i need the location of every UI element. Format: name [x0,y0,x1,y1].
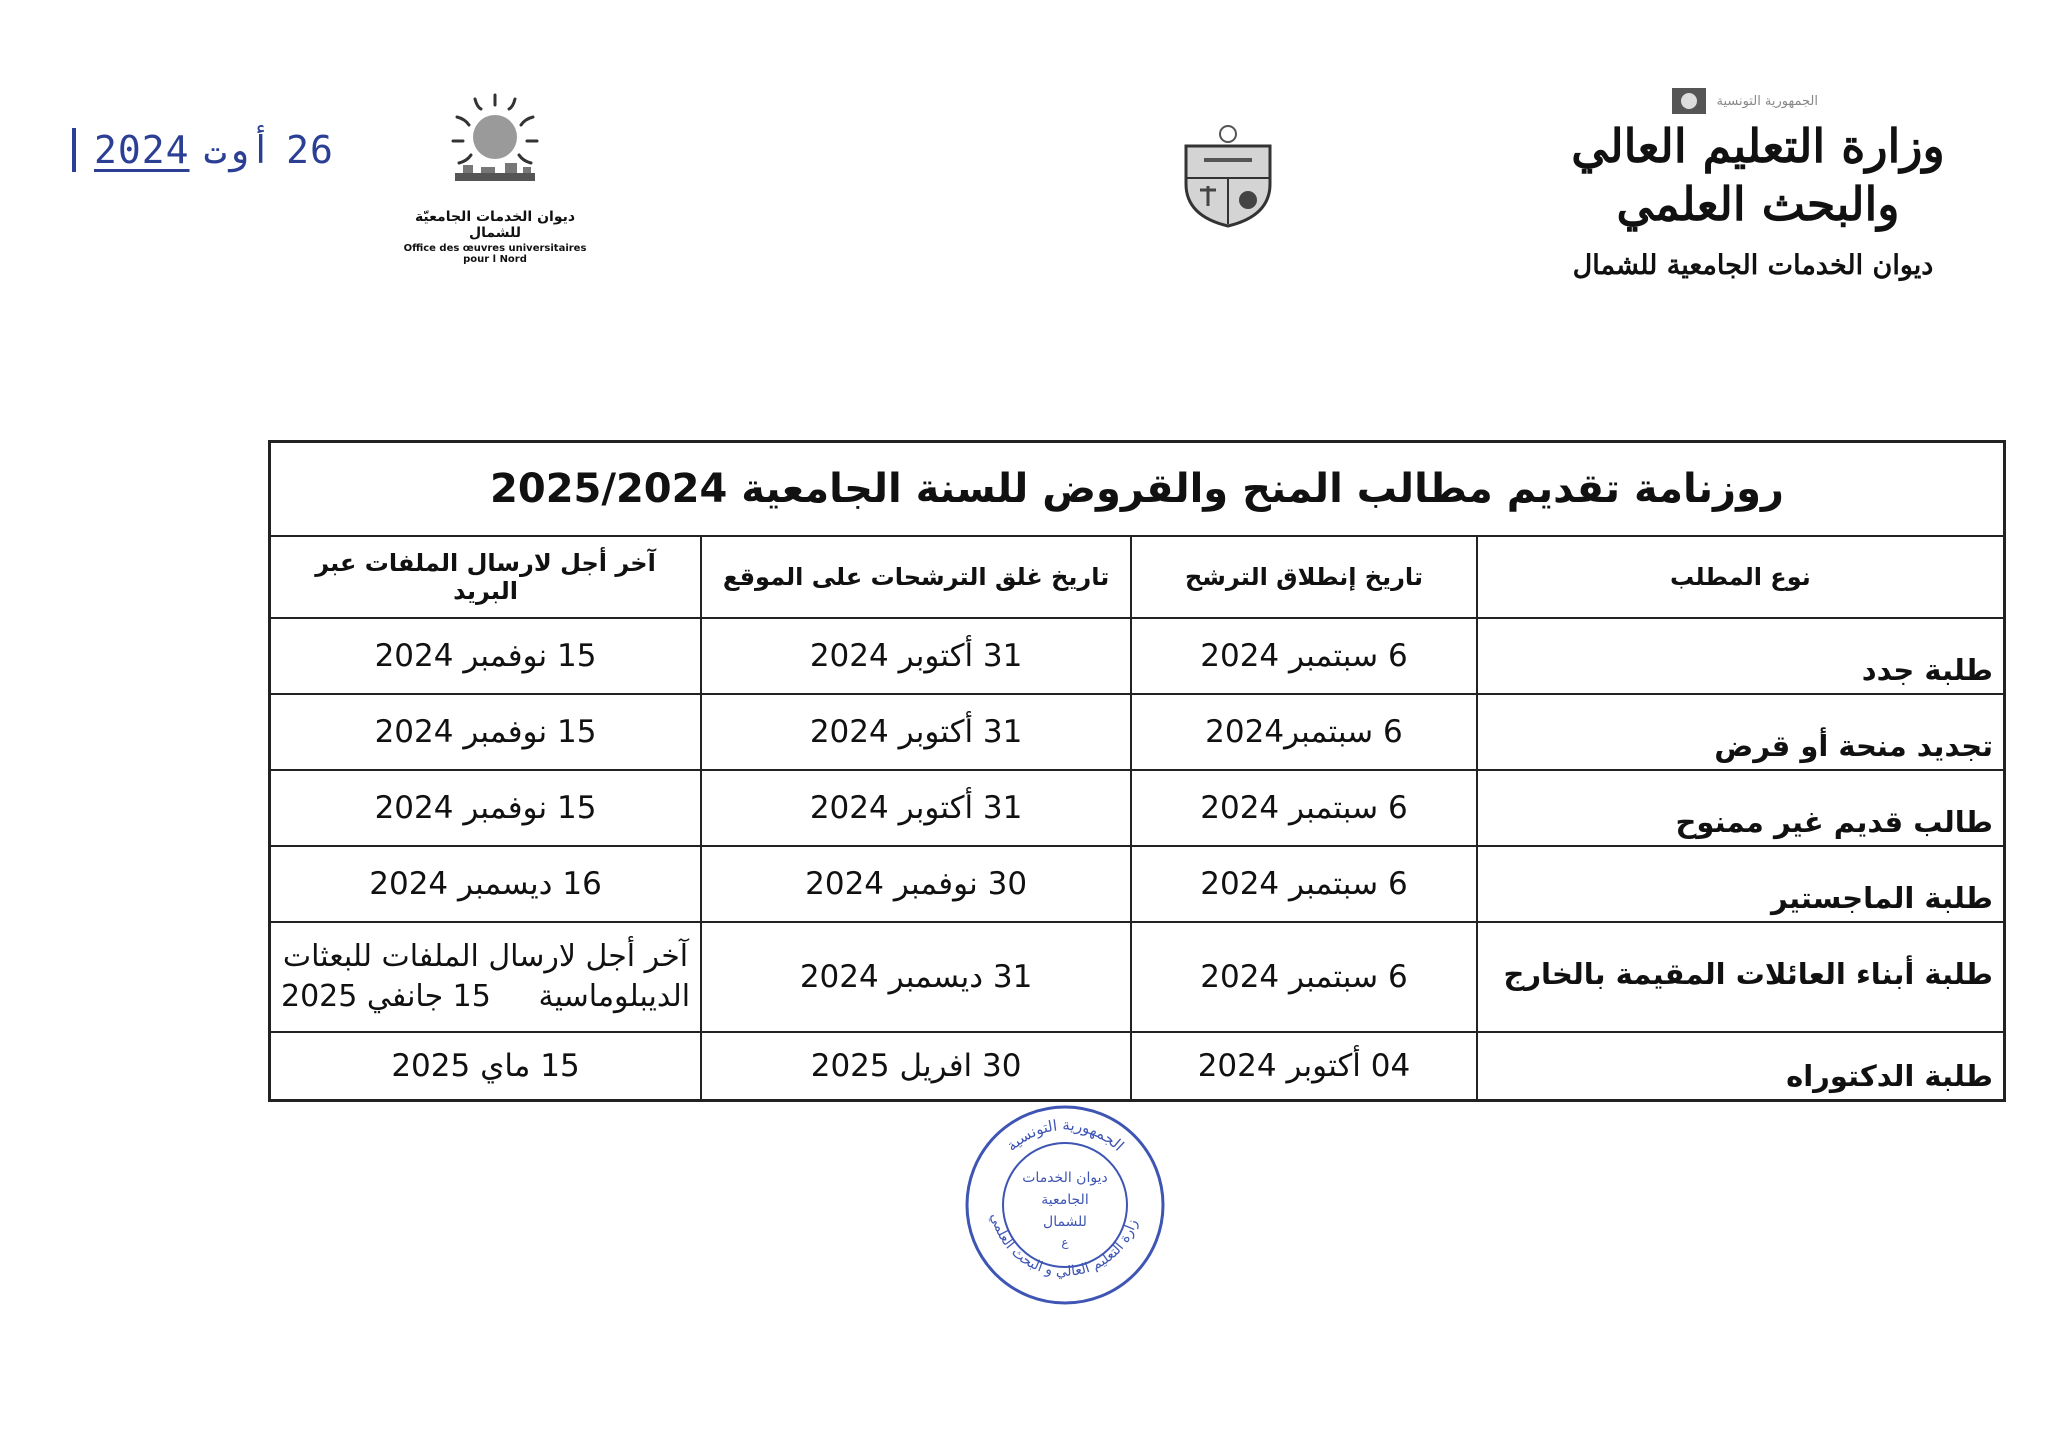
start-date: 04 أكتوبر 2024 [1131,1032,1477,1100]
office-name-ar: ديوان الخدمات الجامعيّة للشمال [414,209,576,241]
office-name-fr: Office des œuvres universitaires pour l Nord [403,243,587,265]
start-date: 6 سبتمبر2024 [1131,694,1477,770]
mail-deadline: 15 نوفمبر 2024 [270,694,702,770]
table-row [270,694,2005,770]
date-stamp-day: 26 [286,128,334,172]
seal-outer-top: الجمهورية التونسية [1002,1115,1128,1155]
header-close-date: تاريخ غلق الترشحات على الموقع [701,536,1131,618]
mail-deadline: 16 ديسمبر 2024 [270,846,702,922]
mail-deadline [270,922,702,1032]
seal-inner-line2: الجامعية [1041,1192,1089,1208]
table-row [270,770,2005,846]
seal-inner-line1: ديوان الخدمات [1022,1170,1108,1186]
table-row [270,846,2005,922]
seal-inner-line3: للشمال [1043,1214,1087,1230]
calendar-table-wrap [268,440,2006,1102]
close-date: 30 نوفمبر 2024 [701,846,1131,922]
start-date: 6 سبتمبر 2024 [1131,846,1477,922]
table-row [270,922,2005,1032]
ministry-office-name: ديوان الخدمات الجامعية للشمال [1572,250,1934,281]
seal-outer-bottom: زارة التعليم العالي و البحث العلمي [987,1211,1142,1280]
stamp-bar [72,128,76,172]
request-type: تجديد منحة أو قرض [1477,694,2005,770]
request-type: طالب قديم غير ممنوح [1477,770,2005,846]
start-date: 6 سبتمبر 2024 [1131,618,1477,694]
start-date: 6 سبتمبر 2024 [1131,922,1477,1032]
start-date: 6 سبتمبر 2024 [1131,770,1477,846]
close-date: 31 ديسمبر 2024 [701,922,1131,1032]
office-logo [395,85,595,265]
mail-deadline: 15 نوفمبر 2024 [270,770,702,846]
close-date: 30 افريل 2025 [701,1032,1131,1100]
diplomatic-deadline-line1: آخر أجل لارسال الملفات للبعثات [282,939,689,974]
date-stamp [72,128,334,172]
seal-inner-line4: ع [1061,1235,1069,1249]
republic-label: الجمهورية التونسية [1716,93,1818,109]
official-seal [960,1100,1170,1310]
ministry-name-line2: والبحث العلمي [1616,177,1900,231]
close-date: 31 أكتوبر 2024 [701,694,1131,770]
mail-deadline: 15 ماي 2025 [270,1032,702,1100]
tunisia-emblem-icon [1168,120,1288,230]
header-start-date: تاريخ إنطلاق الترشح [1131,536,1477,618]
table-row [270,1032,2005,1100]
table-header-row [270,536,2005,618]
request-type: طلبة الماجستير [1477,846,2005,922]
tunisia-flag-icon [1672,88,1706,114]
ministry-header [1548,88,1968,281]
close-date: 31 أكتوبر 2024 [701,618,1131,694]
calendar-title: روزنامة تقديم مطالب المنح والقروض للسنة الجامعية 2025/2024 [270,442,2005,537]
header-request-type: نوع المطلب [1477,536,2005,618]
table-row [270,618,2005,694]
office-sun-icon [435,85,555,205]
diplomatic-deadline-line2: الديبلوماسية 15 جانفي 2025 [281,979,691,1014]
request-type: طلبة الدكتوراه [1477,1032,2005,1100]
date-stamp-month: أوت [203,128,273,172]
mail-deadline: 15 نوفمبر 2024 [270,618,702,694]
header-mail-deadline: آخر أجل لارسال الملفات عبر البريد [270,536,702,618]
ministry-name-line1: وزارة التعليم العالي [1571,119,1945,173]
close-date: 31 أكتوبر 2024 [701,770,1131,846]
date-stamp-year: 2024 [94,128,190,172]
request-type: طلبة جدد [1477,618,2005,694]
calendar-table [268,440,2006,1102]
request-type: طلبة أبناء العائلات المقيمة بالخارج [1477,922,2005,1032]
